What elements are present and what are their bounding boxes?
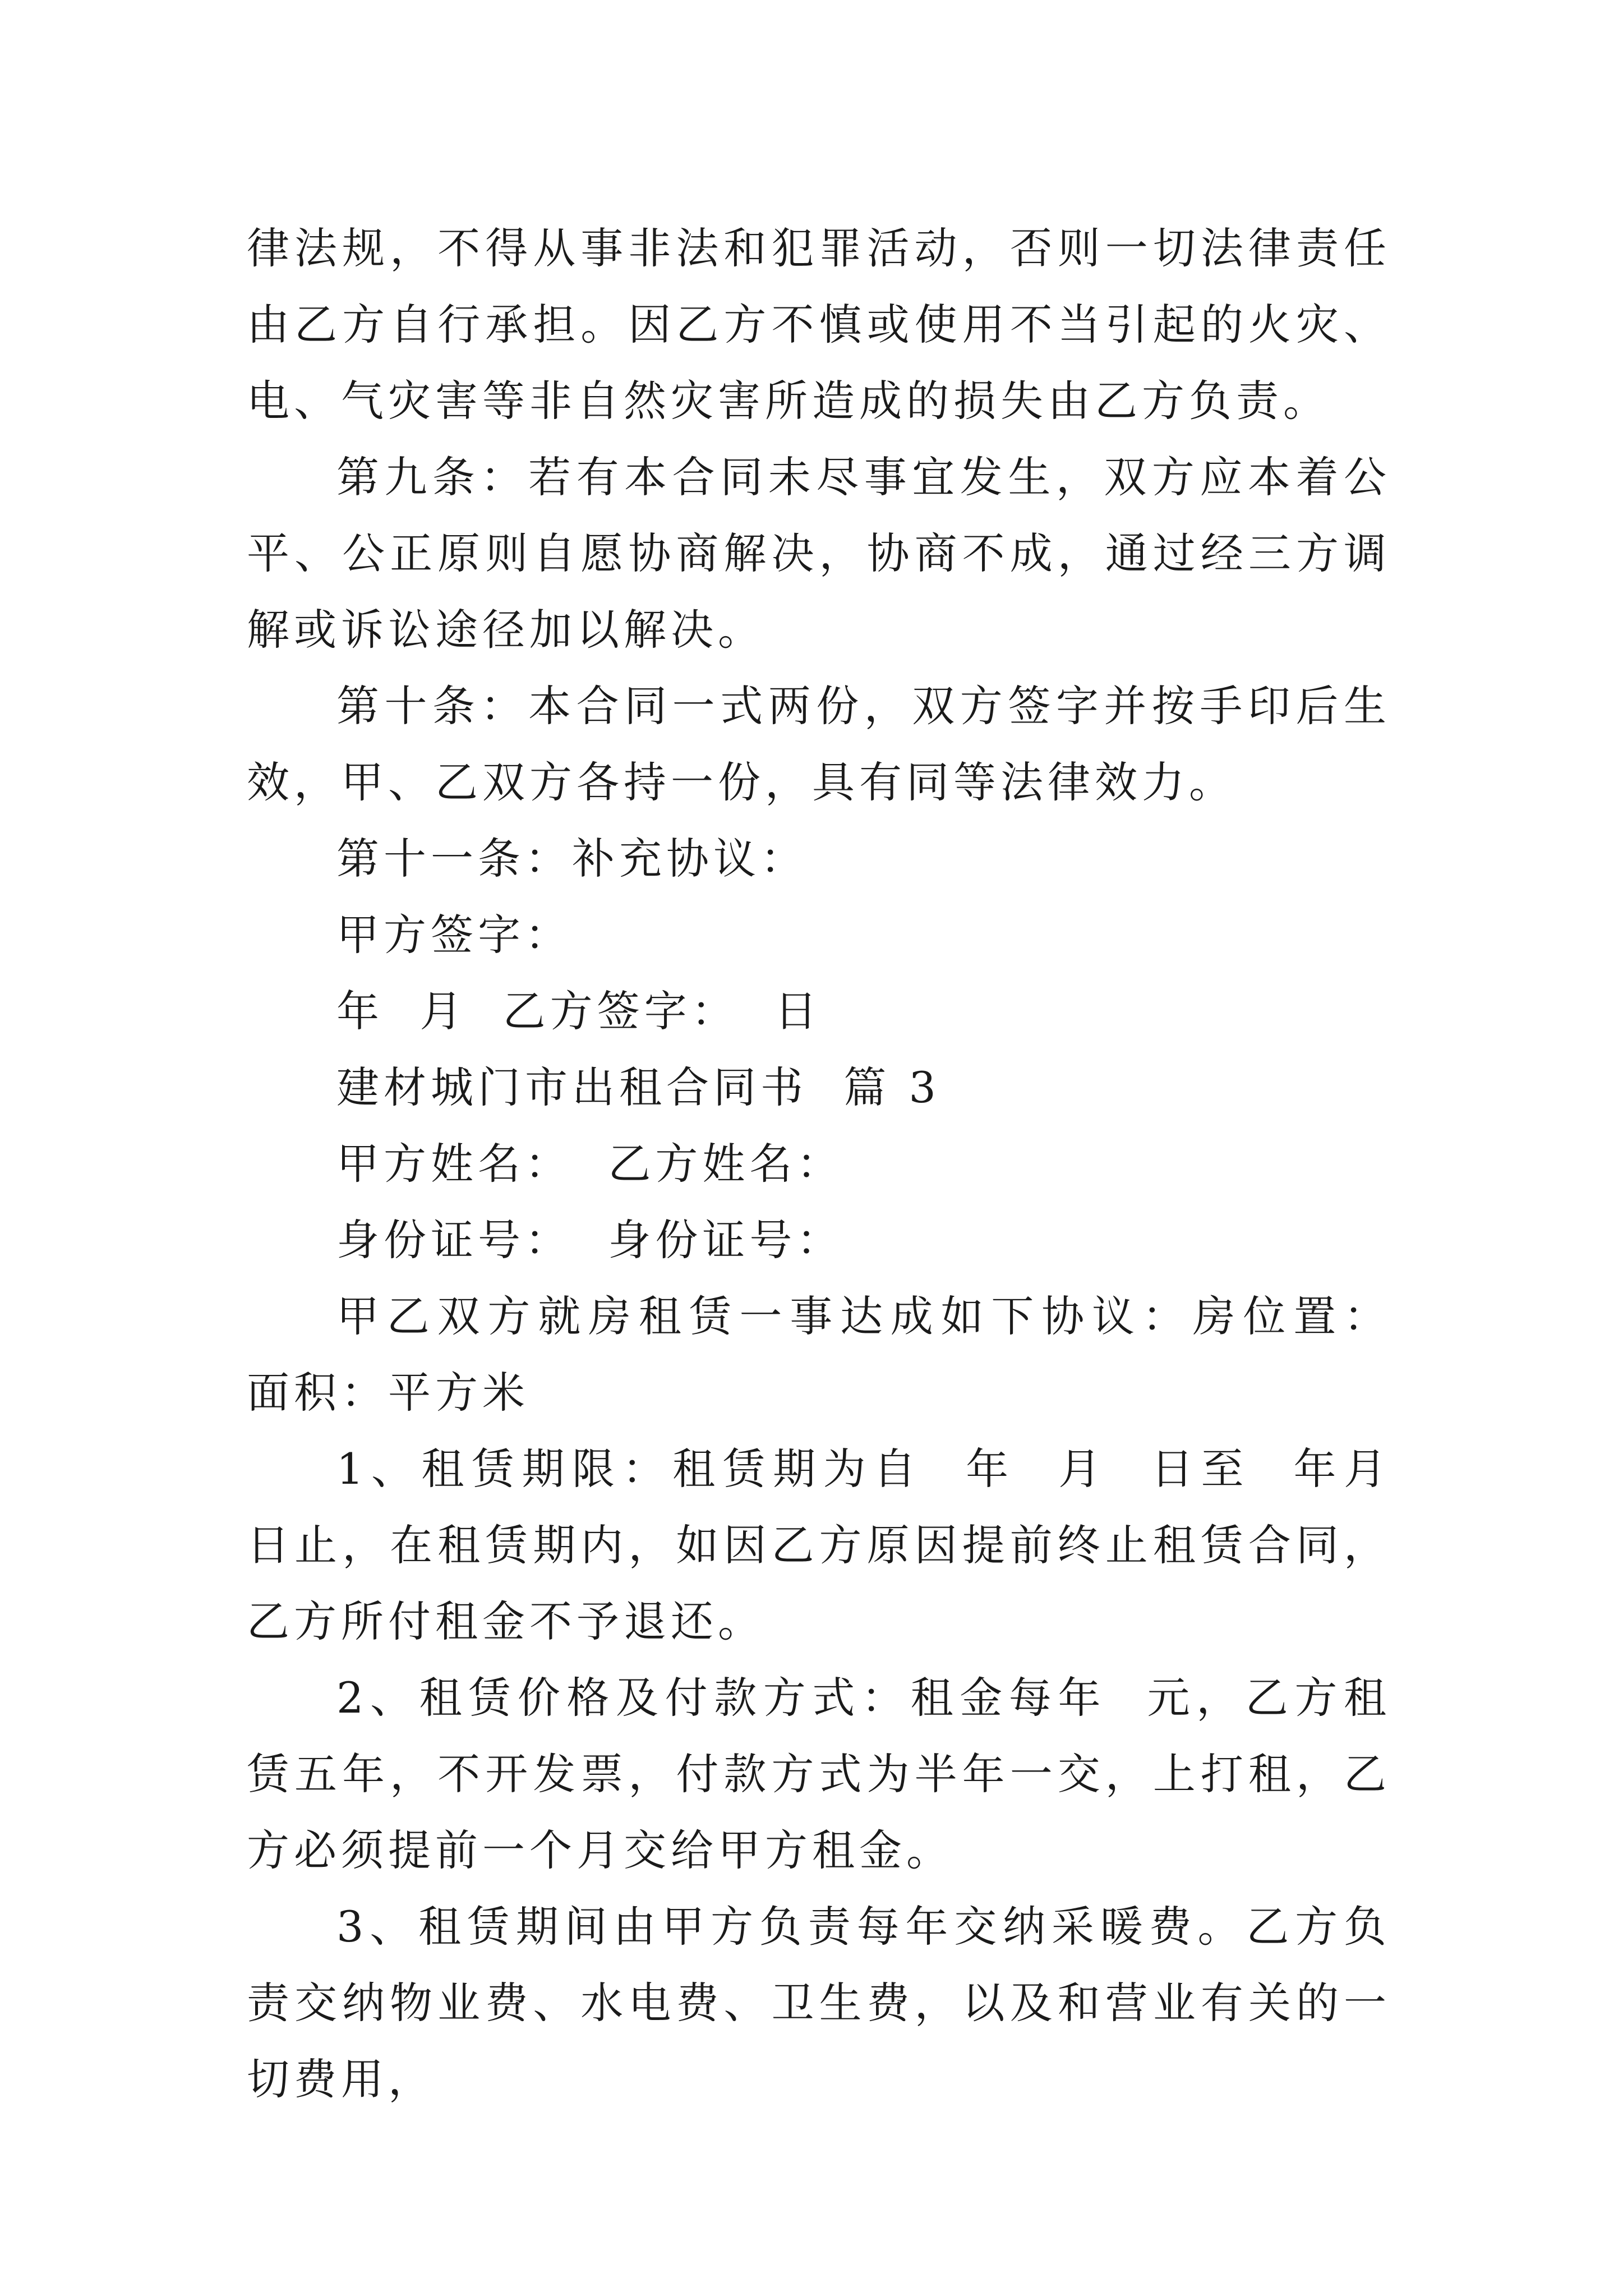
party-a-signature-line: 甲方签字：: [336, 910, 572, 960]
paragraph-article-10: 第十条：本合同一式两份，双方签字并按手印后生效，甲、乙双方各持一份，具有同等法律效力。: [247, 681, 1391, 807]
paragraph-continuation: 律法规，不得从事非法和犯罪活动，否则一切法律责任由乙方自行承担。因乙方不慎或使用不当引起的火灾、电、气灾害等非自然灾害所造成的损失由乙方负责。: [247, 223, 1391, 426]
paragraph-article-11: 第十一条：补充协议：: [336, 834, 808, 884]
paragraph-article-9: 第九条：若有本合同未尽事宜发生，双方应本着公平、公正原则自愿协商解决，协商不成，通过经三方调解或诉讼途径加以解决。: [247, 452, 1391, 655]
id-numbers-line: 身份证号： 身份证号：: [336, 1215, 844, 1265]
section-title: 建材城门市出租合同书 篇 3: [336, 1062, 940, 1112]
clause-2-price-payment: 2、租赁价格及付款方式：租金每年 元，乙方租赁五年，不开发票，付款方式为半年一交，上打租，乙方必须提前一个月交给甲方租金。: [247, 1673, 1391, 1875]
clause-1-lease-term: 1、租赁期限：租赁期为自 年 月 日至 年月 日止，在租赁期内，如因乙方原因提前终止租赁合同，乙方所付租金不予退还。: [247, 1444, 1427, 1646]
party-names-line: 甲方姓名： 乙方姓名：: [336, 1139, 844, 1189]
agreement-intro-paragraph: 甲乙双方就房租赁一事达成如下协议：房位置： 面积：平方米: [247, 1291, 1427, 1418]
date-and-party-b-signature-line: 年 月 乙方签字： 日: [336, 986, 822, 1036]
clause-3-fees: 3、租赁期间由甲方负责每年交纳采暖费。乙方负责交纳物业费、水电费、卫生费，以及和营业有关的一切费用，: [247, 1902, 1391, 2104]
document-body: [247, 210, 1427, 2118]
